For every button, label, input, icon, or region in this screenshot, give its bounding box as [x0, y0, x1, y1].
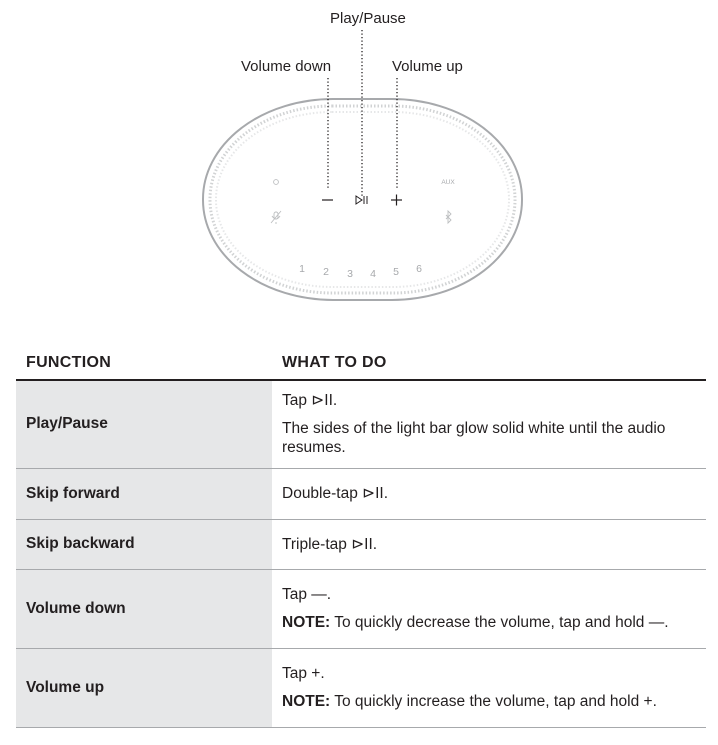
- line-text: To quickly decrease the volume, tap and hold —.: [334, 614, 669, 631]
- mic-off-icon: [271, 211, 281, 224]
- preset-buttons: [299, 263, 422, 280]
- function-cell: Volume up: [16, 648, 272, 727]
- function-cell: Skip forward: [16, 468, 272, 519]
- preset-5-label: 5: [393, 266, 399, 278]
- callout-volume-up: Volume up: [392, 58, 463, 75]
- note-label: NOTE:: [282, 693, 331, 710]
- speaker-top-diagram: [0, 0, 718, 320]
- table-row: [16, 648, 706, 727]
- instruction-line: [282, 585, 686, 604]
- preset-6-label: 6: [416, 263, 422, 275]
- function-cell: Skip backward: [16, 519, 272, 569]
- line-text: Tap +.: [282, 665, 325, 682]
- table-row: [16, 468, 706, 519]
- line-text: The sides of the light bar glow solid white until the audio resumes.: [282, 420, 666, 457]
- plus-icon: [391, 195, 402, 206]
- bluetooth-icon: [446, 211, 451, 223]
- preset-4-label: 4: [370, 268, 376, 280]
- power-icon: [274, 180, 279, 185]
- line-text: Triple-tap ⊳II.: [282, 535, 378, 553]
- what-to-do-cell: [272, 468, 706, 519]
- line-text: Tap ⊳II.: [282, 392, 338, 410]
- header-function: FUNCTION: [16, 346, 272, 380]
- what-to-do-cell: [272, 648, 706, 727]
- callout-play-pause: Play/Pause: [330, 10, 406, 27]
- table-header-row: [16, 346, 706, 380]
- instruction-line: [282, 664, 686, 683]
- line-text: To quickly increase the volume, tap and hold +.: [334, 693, 657, 710]
- preset-1-label: 1: [299, 263, 305, 275]
- callout-volume-down: Volume down: [241, 58, 332, 75]
- aux-label: AUX: [441, 179, 455, 186]
- table-row: [16, 519, 706, 569]
- function-cell: Play/Pause: [16, 380, 272, 468]
- function-cell: Volume down: [16, 569, 272, 648]
- note-line: [282, 613, 686, 632]
- function-table: [16, 346, 706, 728]
- table-row: [16, 380, 706, 468]
- note-line: [282, 692, 686, 711]
- preset-3-label: 3: [347, 268, 353, 280]
- play-pause-icon: [356, 196, 367, 204]
- header-what-to-do: WHAT TO DO: [272, 346, 706, 380]
- instruction-line: [282, 484, 686, 503]
- speaker-illustration: [0, 0, 718, 320]
- instruction-line: [282, 535, 686, 554]
- line-text: Tap —.: [282, 586, 332, 603]
- note-label: NOTE:: [282, 614, 331, 631]
- instruction-line: [282, 391, 686, 410]
- instruction-line: [282, 419, 686, 457]
- what-to-do-cell: [272, 519, 706, 569]
- preset-2-label: 2: [323, 266, 329, 278]
- what-to-do-cell: [272, 569, 706, 648]
- line-text: Double-tap ⊳II.: [282, 485, 389, 502]
- what-to-do-cell: [272, 380, 706, 468]
- table-row: [16, 569, 706, 648]
